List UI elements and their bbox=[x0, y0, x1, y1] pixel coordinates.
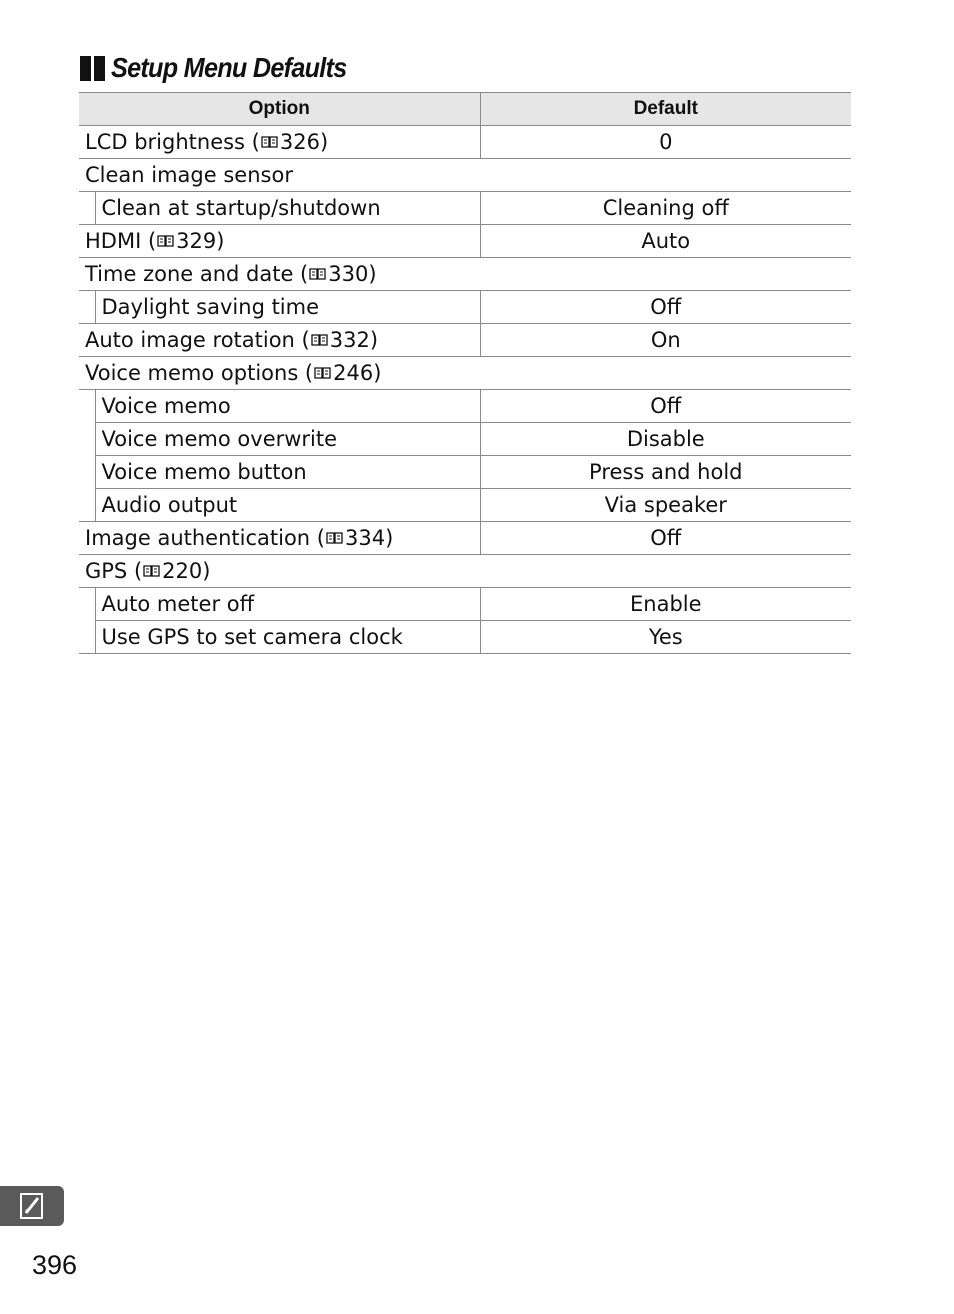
default-value: On bbox=[480, 324, 851, 357]
option-cell bbox=[79, 159, 851, 192]
table-row bbox=[79, 390, 851, 423]
book-icon bbox=[314, 366, 331, 379]
page-reference: 330) bbox=[328, 262, 377, 286]
option-cell bbox=[79, 324, 480, 357]
book-icon bbox=[261, 135, 278, 148]
option-label: Auto meter off bbox=[101, 592, 255, 616]
option-label: Voice memo options ( bbox=[85, 361, 314, 385]
defaults-table bbox=[79, 92, 851, 654]
heading-marker-icon bbox=[80, 56, 105, 81]
book-icon bbox=[143, 564, 160, 577]
default-value: Press and hold bbox=[480, 456, 851, 489]
default-value: Cleaning off bbox=[480, 192, 851, 225]
option-cell bbox=[79, 555, 851, 588]
option-label: Clean image sensor bbox=[85, 163, 293, 187]
table-row bbox=[79, 126, 851, 159]
page-reference: 332) bbox=[329, 328, 379, 352]
default-value: Disable bbox=[480, 423, 851, 456]
table-row bbox=[79, 258, 851, 291]
page-reference: 326) bbox=[279, 130, 329, 154]
default-value: Off bbox=[480, 390, 851, 423]
option-label: Auto image rotation ( bbox=[85, 328, 310, 352]
table-row bbox=[79, 192, 851, 225]
option-label: Voice memo overwrite bbox=[101, 427, 338, 451]
page-reference: 220) bbox=[162, 559, 211, 583]
indent-cell bbox=[79, 588, 95, 621]
option-label: Time zone and date ( bbox=[85, 262, 309, 286]
page-reference: 246) bbox=[333, 361, 382, 385]
option-cell bbox=[95, 423, 480, 456]
table-row bbox=[79, 291, 851, 324]
table-row bbox=[79, 456, 851, 489]
default-value: Enable bbox=[480, 588, 851, 621]
table-row bbox=[79, 522, 851, 555]
table-row bbox=[79, 324, 851, 357]
table-row bbox=[79, 555, 851, 588]
page-reference: 329) bbox=[176, 229, 225, 253]
indent-cell bbox=[79, 456, 95, 489]
option-label: Use GPS to set camera clock bbox=[101, 625, 403, 649]
option-label: Voice memo bbox=[101, 394, 231, 418]
default-value: 0 bbox=[480, 126, 851, 159]
option-label: Clean at startup/shutdown bbox=[101, 196, 381, 220]
indent-cell bbox=[79, 423, 95, 456]
option-cell bbox=[95, 456, 480, 489]
table-row bbox=[79, 225, 851, 258]
page-reference: 334) bbox=[344, 526, 394, 550]
option-label: GPS ( bbox=[85, 559, 143, 583]
menu-guide-icon bbox=[17, 1191, 47, 1221]
default-value: Auto bbox=[480, 225, 851, 258]
default-value: Off bbox=[480, 291, 851, 324]
table-row bbox=[79, 423, 851, 456]
option-cell bbox=[79, 357, 851, 390]
indent-cell bbox=[79, 192, 95, 225]
section-heading bbox=[80, 48, 373, 88]
indent-cell bbox=[79, 291, 95, 324]
indent-cell bbox=[79, 621, 95, 654]
page-number: 396 bbox=[32, 1250, 78, 1280]
table-row bbox=[79, 159, 851, 192]
option-cell bbox=[95, 291, 480, 324]
column-header-default: Default bbox=[480, 93, 851, 126]
option-cell bbox=[79, 522, 480, 555]
menu-guide-tab bbox=[0, 1186, 64, 1226]
option-cell bbox=[79, 225, 480, 258]
option-cell bbox=[95, 621, 480, 654]
option-label: LCD brightness ( bbox=[85, 130, 260, 154]
indent-cell bbox=[79, 489, 95, 522]
default-value: Via speaker bbox=[480, 489, 851, 522]
default-value: Off bbox=[480, 522, 851, 555]
column-header-option: Option bbox=[79, 93, 480, 126]
option-label: HDMI ( bbox=[85, 229, 157, 253]
default-value: Yes bbox=[480, 621, 851, 654]
option-label: Image authentication ( bbox=[85, 526, 325, 550]
table-body bbox=[79, 126, 851, 654]
option-label: Voice memo button bbox=[101, 460, 307, 484]
book-icon bbox=[326, 531, 343, 544]
indent-cell bbox=[79, 390, 95, 423]
book-icon bbox=[309, 267, 326, 280]
table-row bbox=[79, 489, 851, 522]
option-cell bbox=[79, 126, 480, 159]
option-label: Audio output bbox=[101, 493, 238, 517]
option-cell bbox=[95, 588, 480, 621]
option-cell bbox=[79, 258, 851, 291]
option-label: Daylight saving time bbox=[101, 295, 320, 319]
table-row bbox=[79, 357, 851, 390]
book-icon bbox=[157, 234, 174, 247]
table-row bbox=[79, 621, 851, 654]
option-cell bbox=[95, 489, 480, 522]
option-cell bbox=[95, 390, 480, 423]
table-header-row bbox=[79, 93, 851, 126]
book-icon bbox=[311, 333, 328, 346]
page-title: Setup Menu Defaults bbox=[111, 52, 347, 83]
option-cell bbox=[95, 192, 480, 225]
table-row bbox=[79, 588, 851, 621]
